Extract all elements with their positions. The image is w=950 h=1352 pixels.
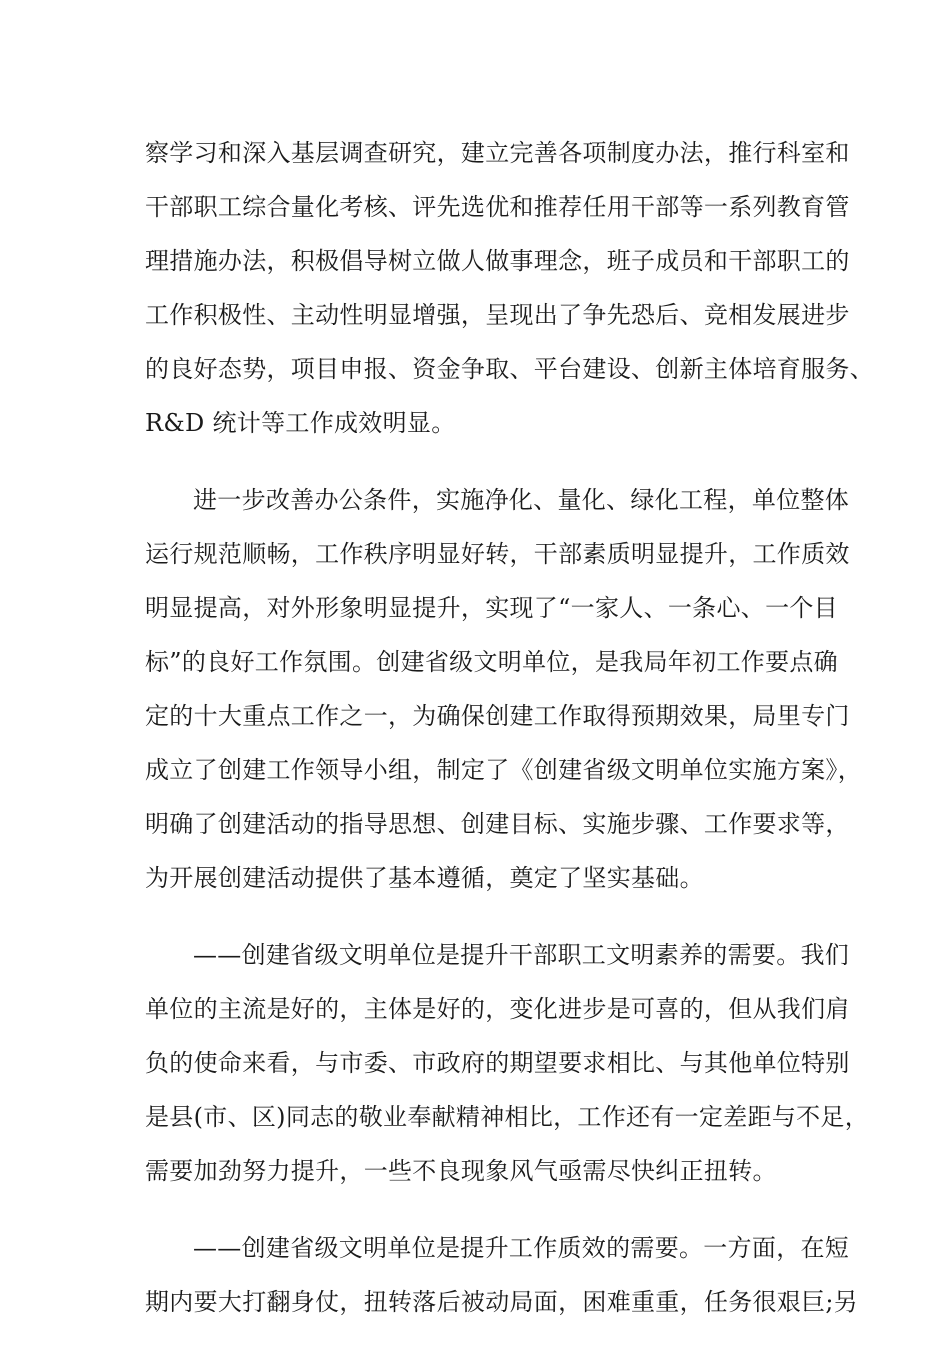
text-line: 的良好态势，项目申报、资金争取、平台建设、创新主体培育服务、 — [145, 355, 874, 383]
text-line: 明显提高，对外形象明显提升，实现了“一家人、一条心、一个目 — [145, 594, 838, 622]
document-body — [145, 126, 874, 1352]
text-line: 运行规范顺畅，工作秩序明显好转，干部素质明显提升，工作质效 — [145, 540, 850, 568]
text-line: 定的十大重点工作之一，为确保创建工作取得预期效果，局里专门 — [145, 702, 850, 730]
text-line: R&D 统计等工作成效明显。 — [145, 409, 456, 437]
text-line: ——创建省级文明单位是提升干部职工文明素养的需要。我们 — [193, 941, 850, 969]
paragraph — [145, 473, 862, 905]
paragraph — [145, 1221, 859, 1329]
text-line: ——创建省级文明单位是提升工作质效的需要。一方面，在短 — [193, 1234, 850, 1262]
text-line: 察学习和深入基层调查研究，建立完善各项制度办法，推行科室和 — [145, 139, 850, 167]
text-line: 单位的主流是好的，主体是好的，变化进步是可喜的，但从我们肩 — [145, 995, 850, 1023]
text-line: 理措施办法，积极倡导树立做人做事理念，班子成员和干部职工的 — [145, 247, 850, 275]
text-line: 干部职工综合量化考核、评先选优和推荐任用干部等一系列教育管 — [145, 193, 850, 221]
text-line: 工作积极性、主动性明显增强，呈现出了争先恐后、竞相发展进步 — [145, 301, 850, 329]
text-line: 为开展创建活动提供了基本遵循，奠定了坚实基础。 — [145, 864, 704, 892]
paragraph — [145, 126, 874, 450]
text-line: 是县(市、区)同志的敬业奉献精神相比，工作还有一定差距与不足， — [145, 1103, 870, 1131]
text-line: 明确了创建活动的指导思想、创建目标、实施步骤、工作要求等， — [145, 810, 850, 838]
text-line: 负的使命来看，与市委、市政府的期望要求相比、与其他单位特别 — [145, 1049, 850, 1077]
text-line: 期内要大打翻身仗，扭转落后被动局面，困难重重，任务很艰巨;另 — [145, 1288, 859, 1316]
text-line: 成立了创建工作领导小组，制定了《创建省级文明单位实施方案》， — [145, 756, 862, 784]
text-line: 进一步改善办公条件，实施净化、量化、绿化工程，单位整体 — [193, 486, 850, 514]
text-line: 标”的良好工作氛围。创建省级文明单位，是我局年初工作要点确 — [145, 648, 838, 676]
paragraph — [145, 928, 870, 1198]
text-line: 需要加劲努力提升，一些不良现象风气亟需尽快纠正扭转。 — [145, 1157, 777, 1185]
